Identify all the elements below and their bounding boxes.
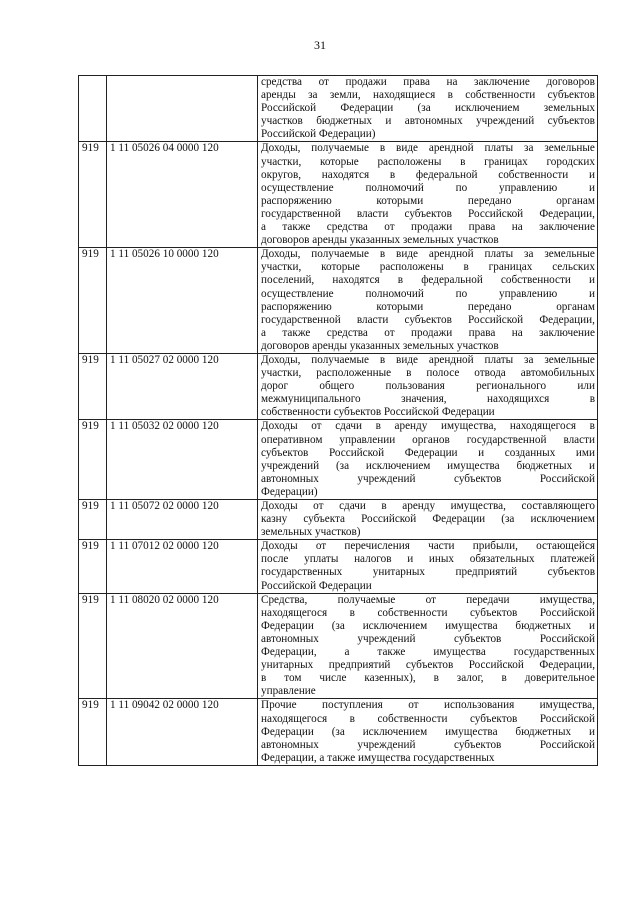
description-line: автономных учреждений субъектов Российской xyxy=(261,632,595,645)
budget-classification-code-cell: 1 11 05027 02 0000 120 xyxy=(107,353,258,419)
revenue-description-cell xyxy=(258,500,598,540)
table-row xyxy=(79,593,598,699)
revenue-description-cell xyxy=(258,593,598,699)
description-line: Федерации (за исключением имущества бюджетных и xyxy=(261,725,595,738)
table-row xyxy=(79,420,598,500)
revenue-description-cell xyxy=(258,76,598,142)
description-line: Средства, получаемые от передачи имущества, xyxy=(261,593,595,606)
table-body xyxy=(79,76,598,766)
admin-code-cell: 919 xyxy=(79,593,107,699)
description-line: учреждений (за исключением имущества бюджетных и xyxy=(261,459,595,472)
description-line: собственности субъектов Российской Федерации xyxy=(261,406,495,419)
budget-classification-code-cell: 1 11 07012 02 0000 120 xyxy=(107,540,258,593)
description-line: осуществление полномочий по управлению и xyxy=(261,287,595,300)
description-line: после уплаты налогов и иных обязательных платежей xyxy=(261,553,595,566)
page-number: 31 xyxy=(314,38,326,52)
budget-classification-code-cell: 1 11 09042 02 0000 120 xyxy=(107,699,258,765)
description-line: округов, находятся в федеральной собственности и xyxy=(261,168,595,181)
admin-code-cell: 919 xyxy=(79,248,107,354)
description-line: Доходы, получаемые в виде арендной платы за земельные xyxy=(261,248,595,261)
budget-classification-code-cell: 1 11 05026 04 0000 120 xyxy=(107,142,258,248)
description-line: находящегося в собственности субъектов Российской xyxy=(261,606,595,619)
budget-classification-code-cell: 1 11 05032 02 0000 120 xyxy=(107,420,258,500)
description-line: Федерации, а также имущества государственных xyxy=(261,751,495,764)
description-line: государственной власти субъектов Российской Федерации, xyxy=(261,207,595,220)
description-line: автономных учреждений субъектов Российской xyxy=(261,738,595,751)
revenue-description-cell xyxy=(258,699,598,765)
admin-code-cell xyxy=(79,76,107,142)
description-line: земельных участков) xyxy=(261,526,361,539)
description-line: участки, расположенные в полосе отвода автомобильных xyxy=(261,367,595,380)
description-line: распоряжению которыми передано органам xyxy=(261,300,595,313)
revenue-description-cell xyxy=(258,248,598,354)
admin-code-cell: 919 xyxy=(79,420,107,500)
description-line: участки, которые расположены в границах сельских xyxy=(261,261,595,274)
table-row xyxy=(79,248,598,354)
revenue-description-cell xyxy=(258,420,598,500)
description-line: Федерации, а также имущества государственных xyxy=(261,646,595,659)
budget-classification-code-cell: 1 11 08020 02 0000 120 xyxy=(107,593,258,699)
description-line: Российской Федерации) xyxy=(261,128,376,141)
description-line: участков бюджетных и автономных учреждений субъектов xyxy=(261,115,595,128)
description-line: государственной власти субъектов Российской Федерации, xyxy=(261,313,595,326)
admin-code-cell: 919 xyxy=(79,699,107,765)
description-line: поселений, находятся в федеральной собственности и xyxy=(261,274,595,287)
table-row xyxy=(79,76,598,142)
description-line: осуществление полномочий по управлению и xyxy=(261,181,595,194)
table-row xyxy=(79,142,598,248)
description-line: договоров аренды указанных земельных участков xyxy=(261,234,499,247)
description-line: а также средства от продажи права на заключение xyxy=(261,221,595,234)
description-line: государственных унитарных предприятий субъектов xyxy=(261,566,595,579)
admin-code-cell: 919 xyxy=(79,142,107,248)
description-line: Доходы от перечисления части прибыли, остающейся xyxy=(261,540,595,553)
description-line: управление xyxy=(261,685,316,698)
description-line: Доходы от сдачи в аренду имущества, составляющего xyxy=(261,500,595,512)
description-line: средства от продажи права на заключение договоров xyxy=(261,76,595,88)
description-line: субъектов Российской Федерации и созданных ими xyxy=(261,446,595,459)
table-row xyxy=(79,699,598,765)
description-line: в том числе казенных), в залог, в доверительное xyxy=(261,672,595,685)
description-line: Доходы, получаемые в виде арендной платы за земельные xyxy=(261,142,595,155)
description-line: Доходы, получаемые в виде арендной платы за земельные xyxy=(261,353,595,366)
description-line: Российской Федерации (за исключением земельных xyxy=(261,102,595,115)
table-row xyxy=(79,353,598,419)
description-line: а также средства от продажи права на заключение xyxy=(261,326,595,339)
budget-revenue-table xyxy=(78,75,598,766)
admin-code-cell: 919 xyxy=(79,540,107,593)
description-line: казну субъекта Российской Федерации (за исключением xyxy=(261,513,595,526)
description-line: участки, которые расположены в границах городских xyxy=(261,155,595,168)
revenue-description-cell xyxy=(258,540,598,593)
description-line: унитарных предприятий субъектов Российской Федерации, xyxy=(261,659,595,672)
budget-classification-code-cell: 1 11 05026 10 0000 120 xyxy=(107,248,258,354)
table-row xyxy=(79,540,598,593)
description-line: межмуниципального значения, находящихся в xyxy=(261,393,595,406)
description-line: договоров аренды указанных земельных участков xyxy=(261,339,499,352)
budget-classification-code-cell xyxy=(107,76,258,142)
revenue-description-cell xyxy=(258,142,598,248)
description-line: Прочие поступления от использования имущества, xyxy=(261,699,595,712)
admin-code-cell: 919 xyxy=(79,353,107,419)
budget-classification-code-cell: 1 11 05072 02 0000 120 xyxy=(107,500,258,540)
description-line: Доходы от сдачи в аренду имущества, находящегося в xyxy=(261,420,595,433)
description-line: Федерации (за исключением имущества бюджетных и xyxy=(261,619,595,632)
table-row xyxy=(79,500,598,540)
description-line: аренды за земли, находящиеся в собственности субъектов xyxy=(261,89,595,102)
description-line: оперативном управлении органов государственной власти xyxy=(261,433,595,446)
description-line: находящегося в собственности субъектов Российской xyxy=(261,712,595,725)
revenue-description-cell xyxy=(258,353,598,419)
description-line: автономных учреждений субъектов Российской xyxy=(261,472,595,485)
description-line: распоряжению которыми передано органам xyxy=(261,194,595,207)
description-line: Российской Федерации xyxy=(261,579,372,592)
description-line: Федерации) xyxy=(261,485,318,498)
description-line: дорог общего пользования регионального или xyxy=(261,380,595,393)
admin-code-cell: 919 xyxy=(79,500,107,540)
